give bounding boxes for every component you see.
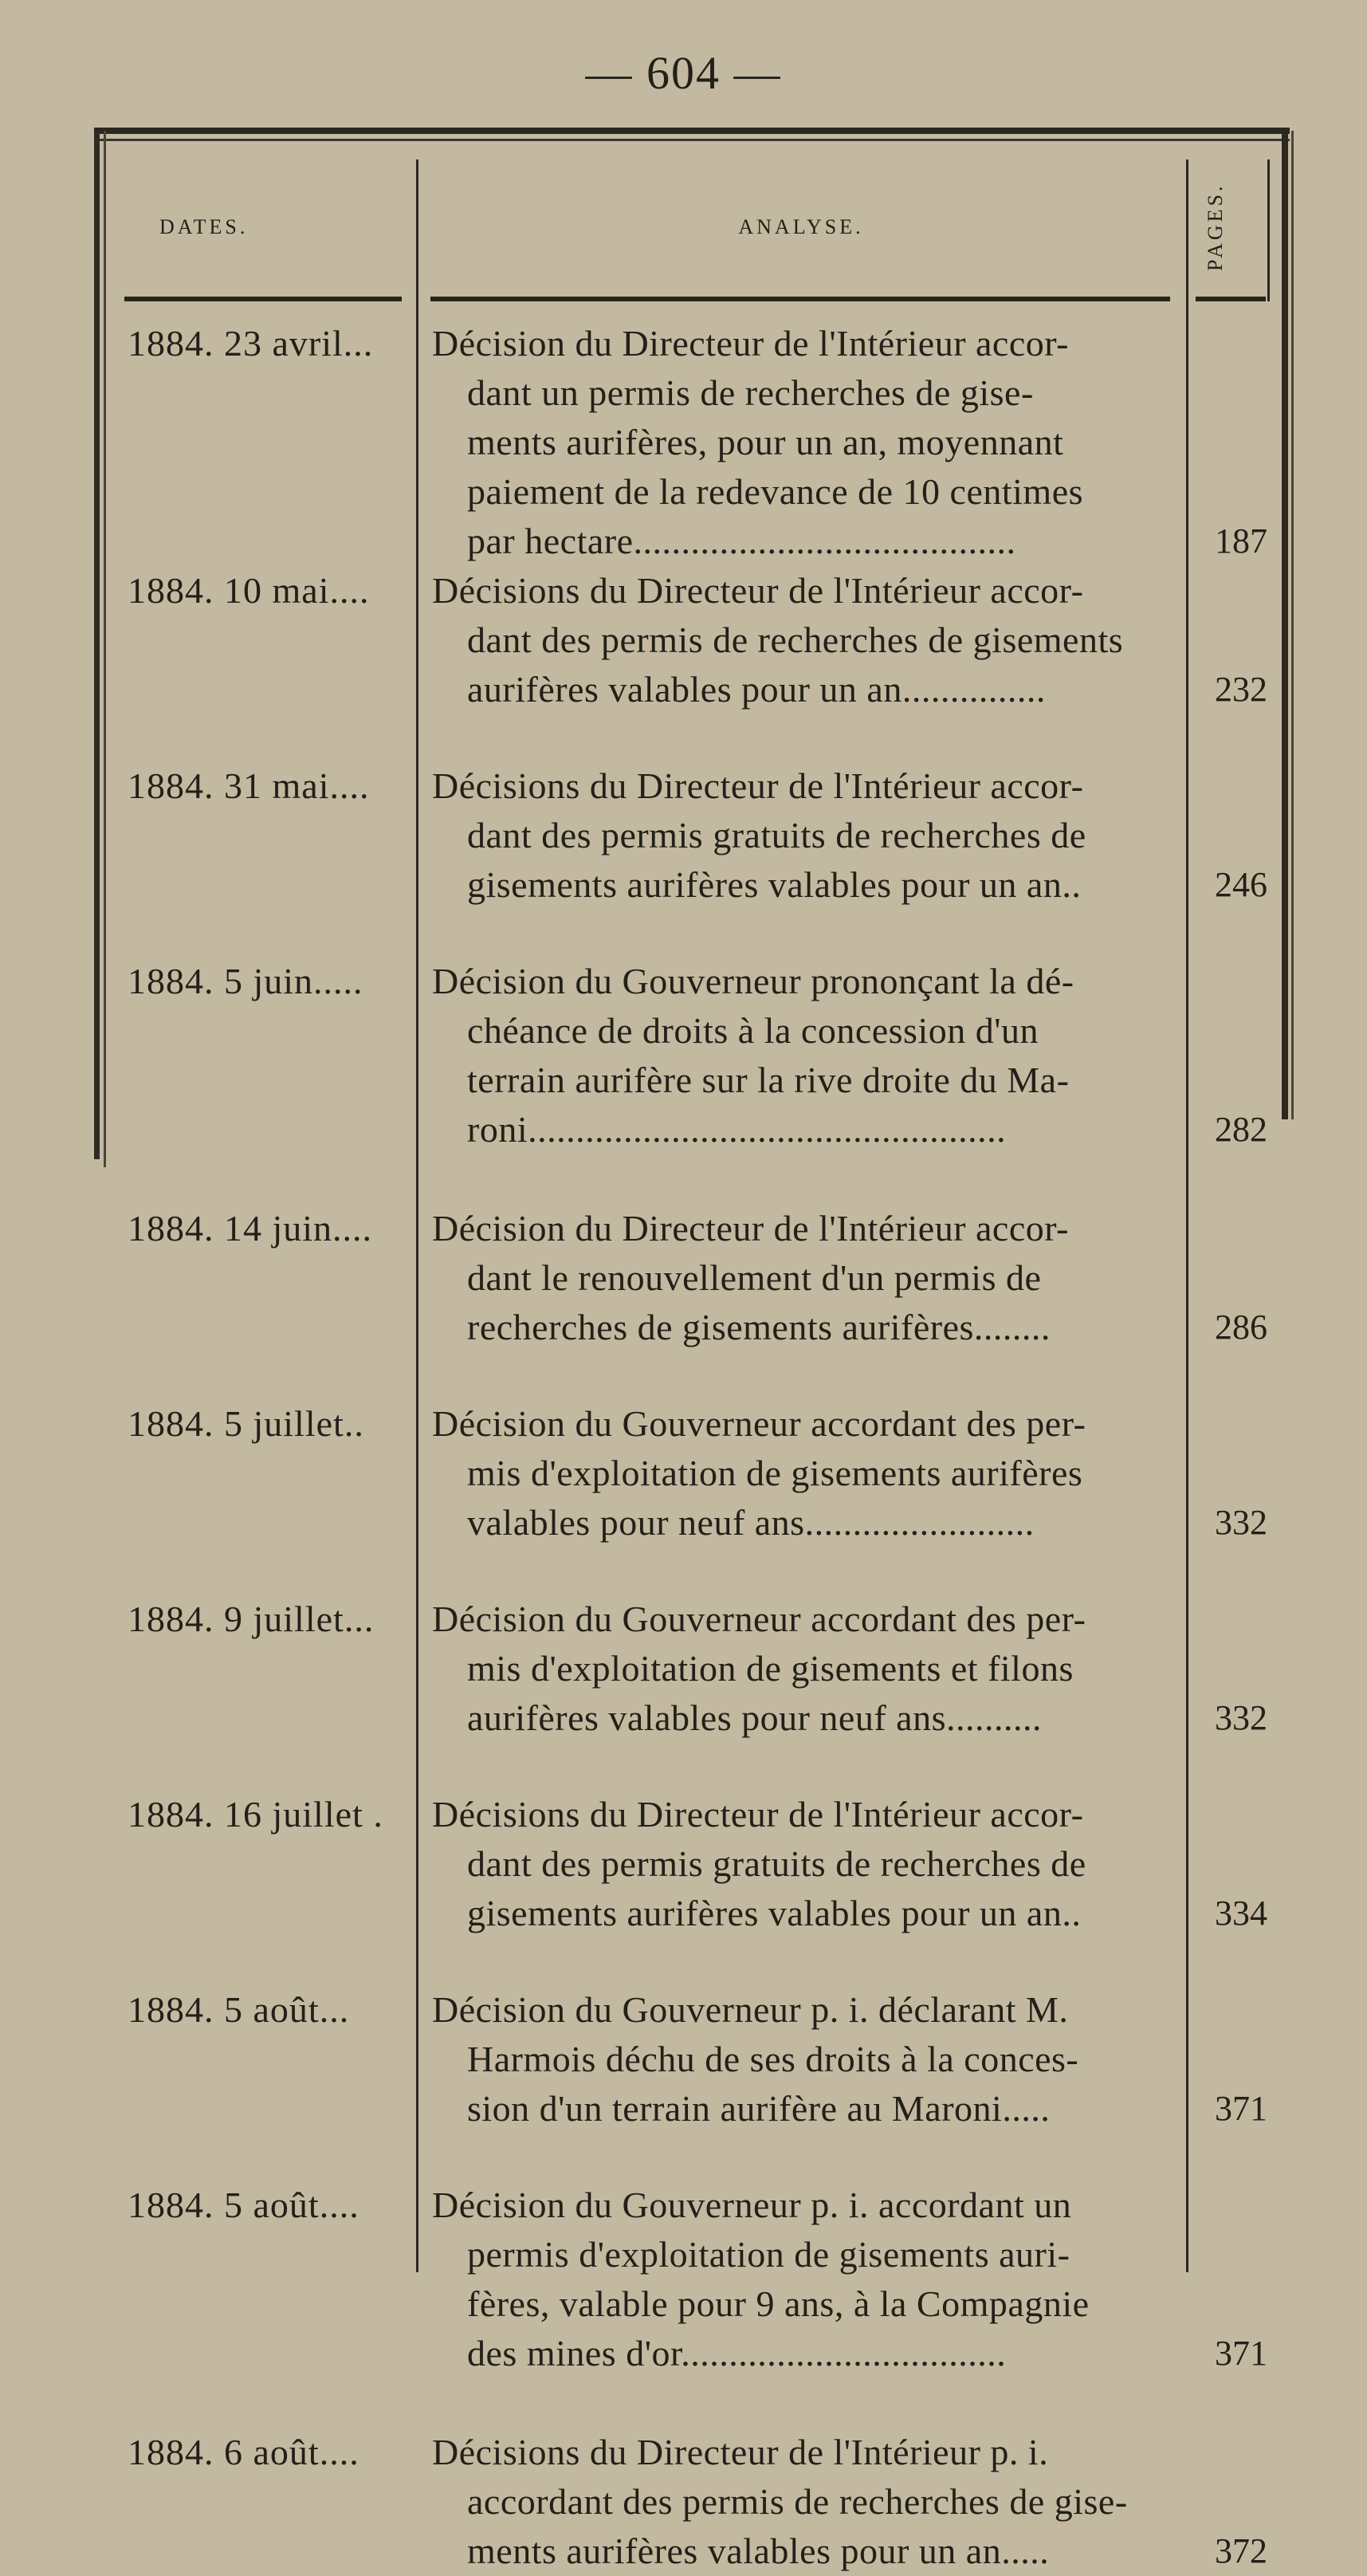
analysis-line: permis d'exploitation de gisements auri-	[467, 2234, 1070, 2275]
analysis-line: Décision du Directeur de l'Intérieur accor-	[432, 1208, 1069, 1249]
entry-date: 1884. 16 juillet .	[128, 1794, 383, 1835]
entry-date: 1884. 5 août....	[128, 2185, 359, 2225]
analysis-line: par hectare........................................	[467, 521, 1016, 561]
entry-page-number: 246	[1215, 865, 1267, 904]
analysis-line: fères, valable pour 9 ans, à la Compagnie	[467, 2283, 1090, 2324]
top-rule	[94, 128, 1290, 134]
top-rule-thin	[94, 139, 1290, 141]
column-header-analyse: ANALYSE.	[738, 215, 864, 238]
entry-analysis	[432, 761, 1173, 910]
entry-analysis	[432, 1399, 1173, 1548]
entry-date: 1884. 5 août...	[128, 1989, 350, 2030]
entry-analysis	[432, 1204, 1173, 1352]
analysis-line: gisements aurifères valables pour un an..	[467, 864, 1082, 905]
analysis-line: gisements aurifères valables pour un an..	[467, 1893, 1082, 1933]
analysis-line: accordant des permis de recherches de gise-	[467, 2481, 1128, 2522]
analysis-line: mis d'exploitation de gisements aurifères	[467, 1453, 1083, 1493]
column-divider-dates	[416, 159, 418, 2272]
entry-analysis	[432, 2428, 1173, 2576]
analysis-line: dant des permis de recherches de gisements	[467, 619, 1124, 660]
entry-page-number: 286	[1215, 1308, 1267, 1347]
analysis-line: dant des permis gratuits de recherches de	[467, 1843, 1086, 1884]
analysis-line: paiement de la redevance de 10 centimes	[467, 471, 1084, 512]
analysis-line: Décision du Gouverneur accordant des per-	[432, 1403, 1086, 1444]
analysis-line: Harmois déchu de ses droits à la conces-	[467, 2039, 1079, 2079]
entry-page-number: 332	[1215, 1698, 1267, 1737]
analysis-line: Décisions du Directeur de l'Intérieur accor-	[432, 570, 1084, 611]
header-underline-dates	[124, 297, 402, 301]
entry-date: 1884. 23 avril...	[128, 323, 374, 364]
header-underline-analyse	[430, 297, 1170, 301]
pages-header-box-rule	[1267, 159, 1270, 301]
analysis-line: Décisions du Directeur de l'Intérieur accor-	[432, 765, 1084, 806]
entry-date: 1884. 31 mai....	[128, 765, 370, 806]
entry-analysis	[432, 2181, 1173, 2378]
right-frame-rule	[1282, 131, 1288, 1119]
analysis-line: Décisions du Directeur de l'Intérieur p. i.	[432, 2432, 1049, 2472]
analysis-line: dant des permis gratuits de recherches de	[467, 815, 1086, 855]
entry-page-number: 282	[1215, 1110, 1267, 1149]
analysis-line: Décision du Directeur de l'Intérieur accor-	[432, 323, 1069, 364]
entry-date: 1884. 14 juin....	[128, 1208, 373, 1249]
entry-page-number: 332	[1215, 1503, 1267, 1542]
analysis-line: recherches de gisements aurifères........	[467, 1307, 1051, 1347]
analysis-line: ments aurifères valables pour un an.....	[467, 2531, 1050, 2571]
entry-analysis	[432, 957, 1173, 1154]
left-frame-rule	[94, 131, 100, 1159]
analysis-line: dant un permis de recherches de gise-	[467, 372, 1034, 413]
analysis-line: Décision du Gouverneur prononçant la dé-	[432, 961, 1074, 1001]
analysis-line: Décision du Gouverneur p. i. accordant un	[432, 2185, 1072, 2225]
analysis-line: mis d'exploitation de gisements et filons	[467, 1648, 1074, 1689]
column-header-dates: DATES.	[159, 215, 249, 238]
analysis-line: terrain aurifère sur la rive droite du Ma-	[467, 1060, 1070, 1100]
analysis-line: des mines d'or..................................	[467, 2333, 1007, 2373]
entry-page-number: 232	[1215, 670, 1267, 709]
column-header-pages: PAGES.	[1204, 183, 1227, 272]
entry-date: 1884. 5 juin.....	[128, 961, 363, 1001]
entry-date: 1884. 5 juillet..	[128, 1403, 364, 1444]
entry-page-number: 371	[1215, 2334, 1267, 2373]
entry-analysis	[432, 1985, 1173, 2134]
entry-page-number: 371	[1215, 2089, 1267, 2128]
entry-page-number: 372	[1215, 2531, 1267, 2570]
header-underline-pages	[1196, 297, 1266, 301]
entry-analysis	[432, 566, 1173, 714]
analysis-line: roni..................................................	[467, 1109, 1007, 1150]
entry-page-number: 187	[1215, 521, 1267, 560]
analysis-line: Décision du Gouverneur accordant des per-	[432, 1599, 1086, 1639]
analysis-line: ments aurifères, pour un an, moyennant	[467, 422, 1064, 462]
entry-date: 1884. 10 mai....	[128, 570, 370, 611]
left-frame-rule-inner	[104, 131, 106, 1167]
analysis-line: aurifères valables pour un an...............	[467, 669, 1046, 710]
analysis-line: chéance de droits à la concession d'un	[467, 1010, 1039, 1051]
entry-analysis	[432, 1790, 1173, 1938]
entry-date: 1884. 6 août....	[128, 2432, 359, 2472]
column-divider-pages	[1186, 159, 1188, 2272]
analysis-line: sion d'un terrain aurifère au Maroni.....	[467, 2088, 1051, 2129]
analysis-line: Décisions du Directeur de l'Intérieur accor-	[432, 1794, 1084, 1835]
right-frame-rule-outer	[1291, 131, 1294, 1119]
entry-date: 1884. 9 juillet...	[128, 1599, 375, 1639]
analysis-line: dant le renouvellement d'un permis de	[467, 1257, 1042, 1298]
analysis-line: valables pour neuf ans........................	[467, 1502, 1035, 1543]
entry-analysis	[432, 1595, 1173, 1743]
page-number: — 604 —	[585, 47, 782, 99]
analysis-line: aurifères valables pour neuf ans..........	[467, 1697, 1042, 1738]
entry-analysis	[432, 319, 1173, 566]
entry-page-number: 334	[1215, 1894, 1267, 1933]
analysis-line: Décision du Gouverneur p. i. déclarant M.	[432, 1989, 1069, 2030]
